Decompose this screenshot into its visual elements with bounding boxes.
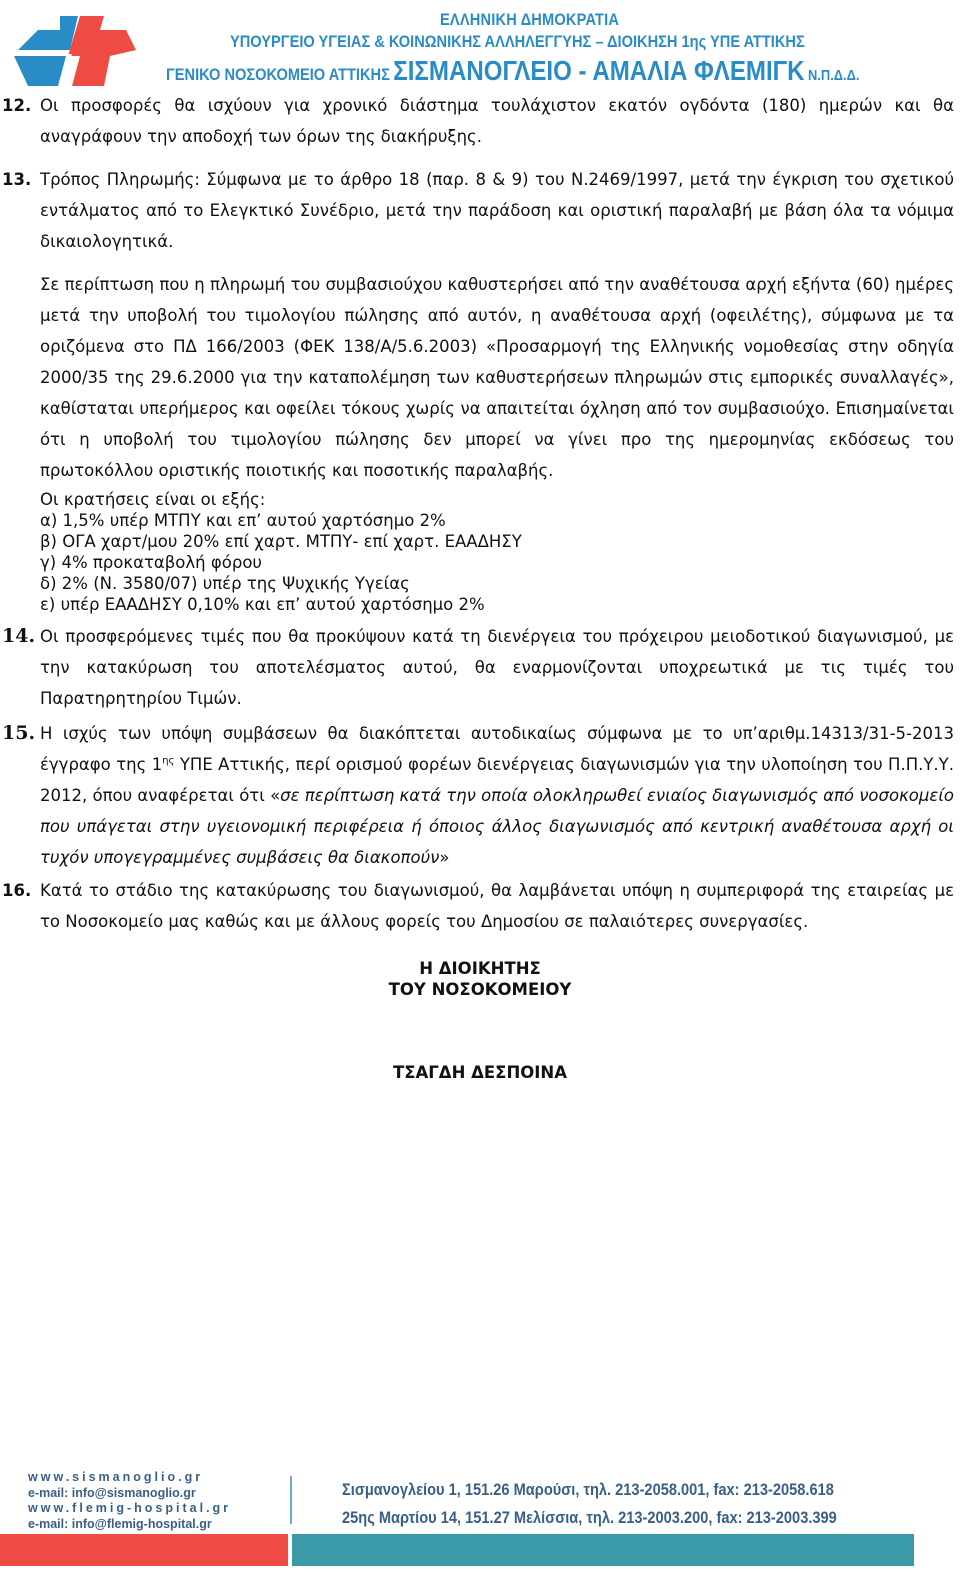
item-number: 16. <box>2 881 32 900</box>
hospital-cross-logo <box>8 8 136 90</box>
item-number: 12. <box>2 96 32 115</box>
website-sismanoglio: www.sismanoglio.gr <box>28 1470 204 1484</box>
signatory-name: ΤΣΑΓΔΗ ΔΕΣΠΟΙΝΑ <box>393 1063 567 1082</box>
item-13 <box>0 164 960 257</box>
signatory-org: ΤΟΥ ΝΟΣΟΚΟΜΕΙΟΥ <box>388 980 572 999</box>
footer-bar-teal <box>292 1534 914 1566</box>
item-text-a: Η ισχύς των υπόψη συμβάσεων θα διακόπτεται αυτοδικαίως σύμφωνα με το υπ’αριθμ.14313/31-5-2013 έγγραφο της 1 <box>40 724 954 774</box>
item-12 <box>0 90 960 152</box>
item-quote: σε περίπτωση κατά την οποία ολοκληρωθεί ενιαίος διαγωνισμός από νοσοκομείο που υπάγεται στην υγειονομική περιφέρεια ή όποιος άλλος διαγωνισμός από κεντρική αναθέτουσα αρχή οι τυχόν υπογεγραμμένες συμβάσεις θα διακοπούν <box>40 786 954 867</box>
header-legal-form: Ν.Π.Δ.Δ. <box>807 67 860 84</box>
item-text: Οι προσφορές θα ισχύουν για χρονικό διάστημα τουλάχιστον εκατόν ογδόντα (180) ημερών και θα αναγράφουν την αποδοχή των όρων της διακήρυξης. <box>40 96 954 146</box>
item-number: 15. <box>2 722 36 744</box>
item-text: Τρόπος Πληρωμής: Σύμφωνα με το άρθρο 18 (παρ. 8 & 9) του Ν.2469/1997, μετά την έγκριση του σχετικού εντάλματος από το Ελεγκτικό Συνέδριο, μετά την παράδοση και οριστική παραλαβή με βάση όλα τα νόμιμα δικαιολογητικά. <box>40 170 954 251</box>
footer-contacts <box>28 1470 231 1532</box>
deductions-intro: Οι κρατήσεις είναι οι εξής: <box>40 490 266 509</box>
signatory-role: Η ΔΙΟΙΚΗΤΗΣ <box>419 959 541 978</box>
email-sismanoglio: e-mail: info@sismanoglio.gr <box>28 1485 196 1500</box>
quote-close: » <box>439 848 450 867</box>
deduction-d: δ) 2% (Ν. 3580/07) υπέρ της Ψυχικής Υγείας <box>40 574 410 593</box>
website-flemig: www.flemig-hospital.gr <box>28 1501 232 1515</box>
late-payment-paragraph: Σε περίπτωση που η πληρωμή του συμβασιούχου καθυστερήσει από την αναθέτουσα αρχή εξήντα (60) ημέρες μετά την υποβολή του τιμολογίου πώλησης από αυτόν, η αναθέτουσα αρχή (οφειλέτης), σύμφωνα με τα οριζόμενα στο ΠΔ 166/2003 (ΦΕΚ 138/Α/5.6.2003) «Προσαρμογή της Ελληνικής νομοθεσίας στην οδηγία 2000/35 της 29.6.2000 για την καταπολέμηση των καθυστερήσεων πληρωμών στις εμπορικές συναλλαγές», καθίσταται υπερήμερος και οφείλει τόκους χωρίς να απαιτείται όχληση από τον συμβασιούχο. Επισημαίνεται ότι η υποβολή του τιμολογίου πώλησης δεν μπορεί να γίνει προ της ημερομηνίας εκδόσεως του πρωτοκόλλου οριστικής ποιοτικής και ποσοτικής παραλαβής. <box>40 275 954 480</box>
deduction-a: α) 1,5% υπέρ ΜΤΠΥ και επ’ αυτού χαρτόσημο 2% <box>40 511 446 530</box>
item-text: Κατά το στάδιο της κατακύρωσης του διαγωνισμού, θα λαμβάνεται υπόψη η συμπεριφορά της εταιρείας με το Νοσοκομείο μας καθώς και με άλλους φορείς του Δημοσίου σε παλαιότερες συνεργασίες. <box>40 881 954 931</box>
letterhead <box>0 0 960 92</box>
header-republic: ΕΛΛΗΝΙΚΗ ΔΗΜΟΚΡΑΤΙΑ <box>440 10 620 29</box>
item-text: Οι προσφερόμενες τιμές που θα προκύψουν κατά τη διενέργεια του πρόχειρου μειοδοτικού διαγωνισμού, με την κατακύρωση του αποτελέσματος αυτού, θα εναρμονίζονται υποχρεωτικά με τις τιμές του Παρατηρητηρίου Τιμών. <box>40 627 954 708</box>
header-hospital <box>166 55 859 87</box>
footer-bar-red <box>0 1534 288 1566</box>
item-number: 14. <box>2 625 36 647</box>
item-15 <box>0 718 960 873</box>
signatory-title <box>0 958 960 1000</box>
header-hospital-name: ΣΙΣΜΑΝΟΓΛΕΙΟ - ΑΜΑΛΙΑ ΦΛΕΜΙΓΚ <box>393 55 805 86</box>
item-text-b: ΥΠΕ Αττικής, περί ορισμού φορέων διενέργειας διαγωνισμών για την υλοποίηση του Π.Π.Υ.Υ. 2012, όπου αναφέρεται ότι « <box>40 755 954 805</box>
ordinal-suffix: ης <box>162 755 175 767</box>
deductions-list <box>0 489 960 615</box>
document-body <box>0 90 960 937</box>
email-flemig: e-mail: info@flemig-hospital.gr <box>28 1516 212 1531</box>
item-16 <box>0 875 960 937</box>
header-hospital-type: ΓΕΝΙΚΟ ΝΟΣΟΚΟΜΕΙΟ ΑΤΤΙΚΗΣ <box>166 65 390 84</box>
deduction-e: ε) υπέρ ΕΑΑΔΗΣΥ 0,10% και επ’ αυτού χαρτόσημο 2% <box>40 595 485 614</box>
address-sismanoglio: Σισμανογλείου 1, 151.26 Μαρούσι, τηλ. 213-2058.001, fax: 213-2058.618 <box>342 1480 834 1499</box>
item-14 <box>0 621 960 714</box>
deduction-c: γ) 4% προκαταβολή φόρου <box>40 553 262 572</box>
item-number: 13. <box>2 170 32 189</box>
footer-addresses <box>342 1476 837 1532</box>
address-flemig: 25ης Μαρτίου 14, 151.27 Μελίσσια, τηλ. 213-2003.200, fax: 213-2003.399 <box>342 1508 837 1527</box>
footer-divider <box>290 1476 292 1524</box>
deduction-b: β) ΟΓΑ χαρτ/μου 20% επί χαρτ. ΜΤΠΥ- επί χαρτ. ΕΑΑΔΗΣΥ <box>40 532 522 551</box>
letterhead-footer <box>0 1468 960 1575</box>
header-ministry: ΥΠΟΥΡΓΕΙΟ ΥΓΕΙΑΣ & ΚΟΙΝΩΝΙΚΗΣ ΑΛΛΗΛΕΓΓΥΗΣ – ΔΙΟΙΚΗΣΗ 1ης ΥΠΕ ΑΤΤΙΚΗΣ <box>230 32 805 51</box>
